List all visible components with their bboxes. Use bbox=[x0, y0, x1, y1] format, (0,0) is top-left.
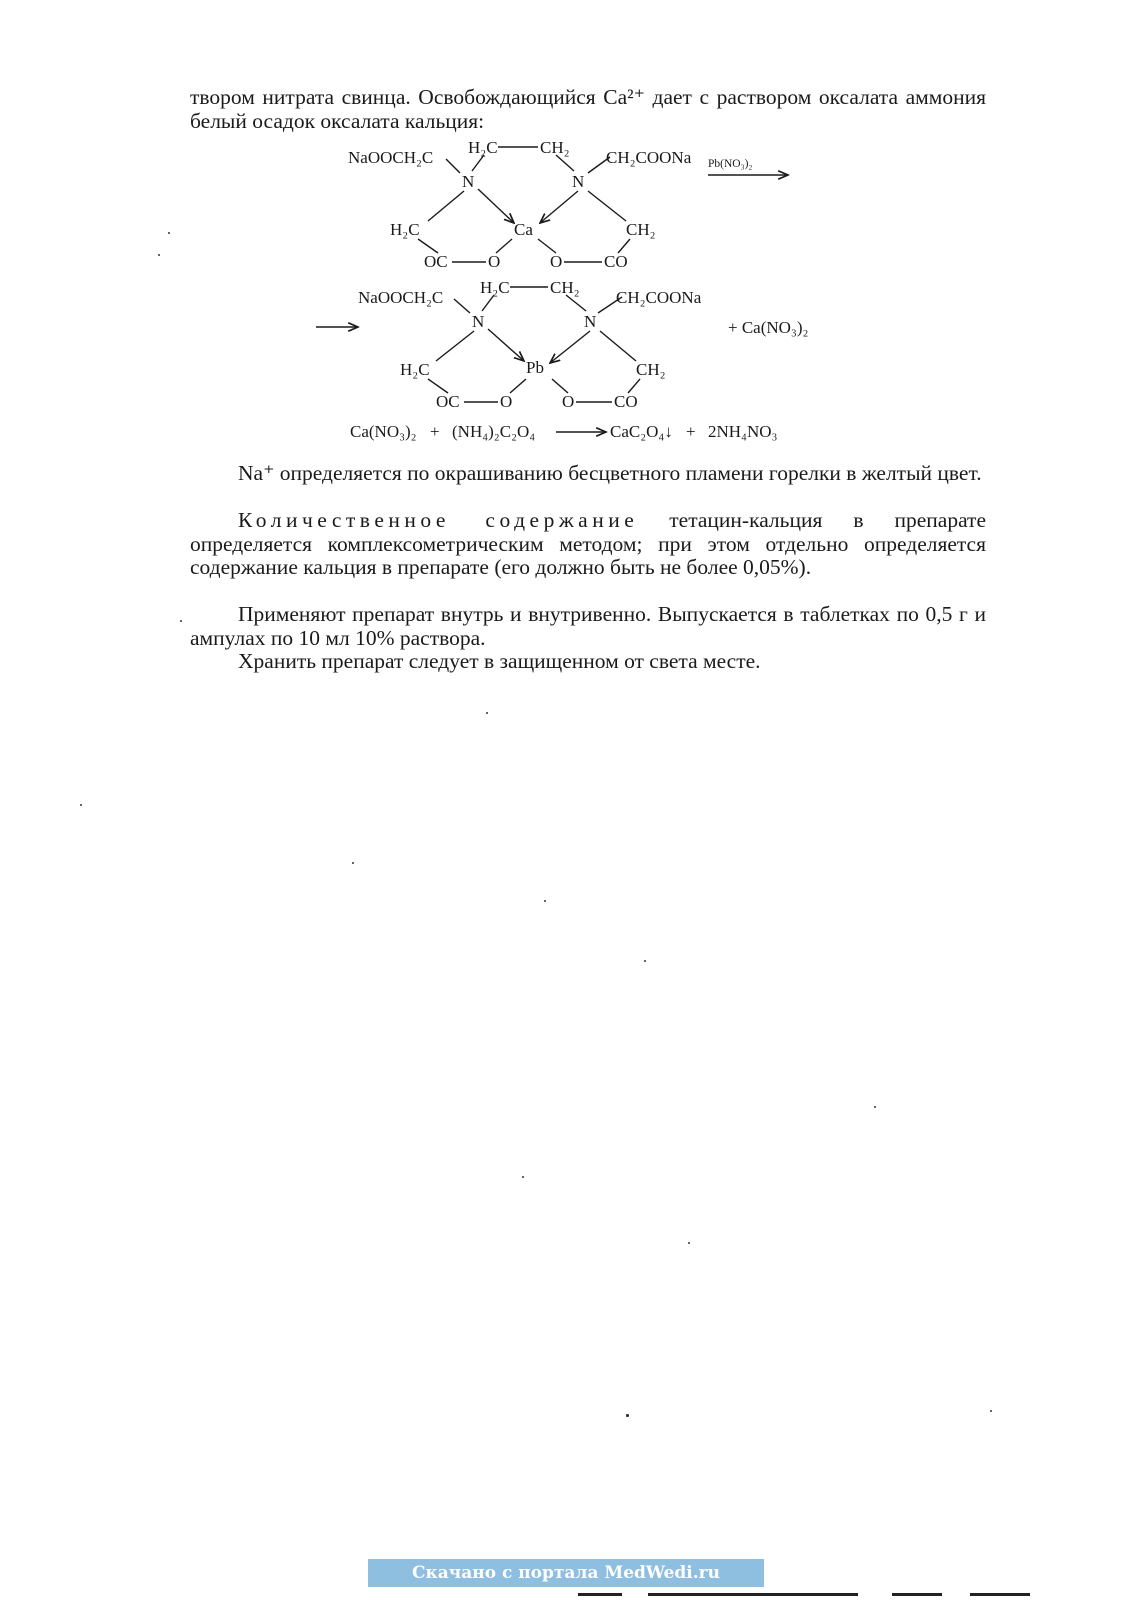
footer-rule bbox=[892, 1593, 942, 1596]
product-label: 2NH₄NO₃ bbox=[708, 422, 778, 441]
oc-label: OC bbox=[436, 392, 460, 411]
ch2-ring-label: CH₂ bbox=[626, 220, 656, 239]
bond bbox=[482, 295, 494, 311]
bond bbox=[552, 379, 568, 393]
bond bbox=[556, 155, 574, 171]
scan-speck bbox=[990, 1410, 992, 1412]
plus-product-label: + Ca(NO₃)₂ bbox=[728, 318, 809, 337]
reactant-label: Ca(NO₃)₂ bbox=[350, 422, 417, 441]
ch2coona-label: CH₂COONa bbox=[606, 148, 692, 167]
coordination-arrow bbox=[550, 331, 590, 363]
paragraph-usage bbox=[190, 603, 986, 650]
bond bbox=[496, 239, 512, 253]
ch2-ring-label: CH₂ bbox=[636, 360, 666, 379]
scan-speck bbox=[158, 254, 160, 256]
bond bbox=[428, 379, 448, 393]
oxalate-equation bbox=[350, 422, 778, 441]
scan-speck bbox=[644, 960, 646, 962]
plus-label: + bbox=[686, 422, 696, 441]
bond bbox=[538, 239, 556, 253]
chemical-reaction-scheme bbox=[300, 135, 860, 460]
bond bbox=[510, 379, 526, 393]
scan-speck bbox=[486, 712, 488, 714]
scan-speck bbox=[80, 804, 82, 806]
o-label: O bbox=[500, 392, 513, 411]
bond bbox=[418, 239, 438, 253]
bond bbox=[472, 155, 484, 171]
bond bbox=[436, 331, 474, 361]
co-label: CO bbox=[604, 252, 628, 271]
scan-speck bbox=[544, 900, 546, 902]
precipitate-label: CaC₂O₄↓ bbox=[610, 422, 673, 441]
scan-speck bbox=[168, 232, 170, 234]
bond bbox=[454, 299, 470, 313]
bond bbox=[446, 159, 460, 173]
footer-rule bbox=[970, 1593, 1030, 1596]
coordination-arrow bbox=[488, 329, 524, 361]
paragraph-sodium-test bbox=[190, 462, 986, 486]
h2c-ring-label: H₂C bbox=[390, 220, 420, 239]
n-label: N bbox=[572, 172, 585, 191]
bond bbox=[628, 379, 640, 393]
metal-label: Pb bbox=[526, 358, 544, 377]
naooch2c-label: NaOOCH₂C bbox=[358, 288, 444, 307]
co-label: CO bbox=[614, 392, 638, 411]
o-label: O bbox=[562, 392, 575, 411]
paragraph-oxalate-intro: твором нитрата свинца. Освобождающийся Ca²⁺ дает с раствором оксалата аммония белый осадок оксалата кальция: bbox=[190, 85, 986, 133]
reagent-label: Pb(NO₃)₂ bbox=[708, 158, 753, 170]
h2c-ring-label: H₂C bbox=[400, 360, 430, 379]
quantitative-text: тетацин-кальция в препарате определяется комплексометрическим методом; при этом отдельно определяется содержание кальция в препарате (его должно быть не более 0,05%). bbox=[190, 508, 986, 579]
paragraph-storage bbox=[190, 650, 986, 674]
calcium-complex bbox=[348, 138, 788, 271]
footer-rule bbox=[648, 1593, 858, 1596]
scan-speck bbox=[874, 1106, 876, 1108]
naooch2c-label: NaOOCH₂C bbox=[348, 148, 434, 167]
h2c-label: H₂C bbox=[468, 138, 498, 157]
oc-label: OC bbox=[424, 252, 448, 271]
lead-complex bbox=[316, 278, 808, 411]
footer-rule bbox=[578, 1593, 622, 1596]
o-label: O bbox=[488, 252, 501, 271]
reactant-label: (NH₄)₂C₂O₄ bbox=[452, 422, 536, 441]
n-label: N bbox=[462, 172, 475, 191]
paragraph-quantitative bbox=[190, 509, 986, 580]
plus-label: + bbox=[430, 422, 440, 441]
scan-speck bbox=[626, 1414, 629, 1417]
bond bbox=[600, 331, 636, 361]
storage-text: Хранить препарат следует в защищенном от света месте. bbox=[238, 649, 761, 673]
bond bbox=[428, 191, 464, 221]
ch2-label: CH₂ bbox=[550, 278, 580, 297]
download-banner: Скачано с портала MedWedi.ru bbox=[368, 1559, 764, 1587]
spaced-heading-text: Количественное содержание bbox=[238, 508, 639, 532]
scan-speck bbox=[522, 1176, 524, 1178]
scan-speck bbox=[352, 862, 354, 864]
metal-label: Ca bbox=[514, 220, 533, 239]
n-label: N bbox=[584, 312, 597, 331]
coordination-arrow bbox=[478, 189, 514, 223]
n-label: N bbox=[472, 312, 485, 331]
bond bbox=[618, 239, 630, 253]
coordination-arrow bbox=[540, 191, 578, 223]
h2c-label: H₂C bbox=[480, 278, 510, 297]
scan-speck bbox=[180, 620, 182, 622]
o-label: O bbox=[550, 252, 563, 271]
sodium-test-text: Na⁺ определяется по окрашиванию бесцветного пламени горелки в желтый цвет. bbox=[238, 461, 982, 485]
ch2-label: CH₂ bbox=[540, 138, 570, 157]
scan-speck bbox=[688, 1242, 690, 1244]
bond bbox=[588, 191, 626, 221]
bond bbox=[566, 295, 586, 311]
ch2coona-label: CH₂COONa bbox=[616, 288, 702, 307]
usage-text: Применяют препарат внутрь и внутривенно. Выпускается в таблетках по 0,5 г и ампулах по 10 мл 10% раствора. bbox=[190, 602, 986, 650]
